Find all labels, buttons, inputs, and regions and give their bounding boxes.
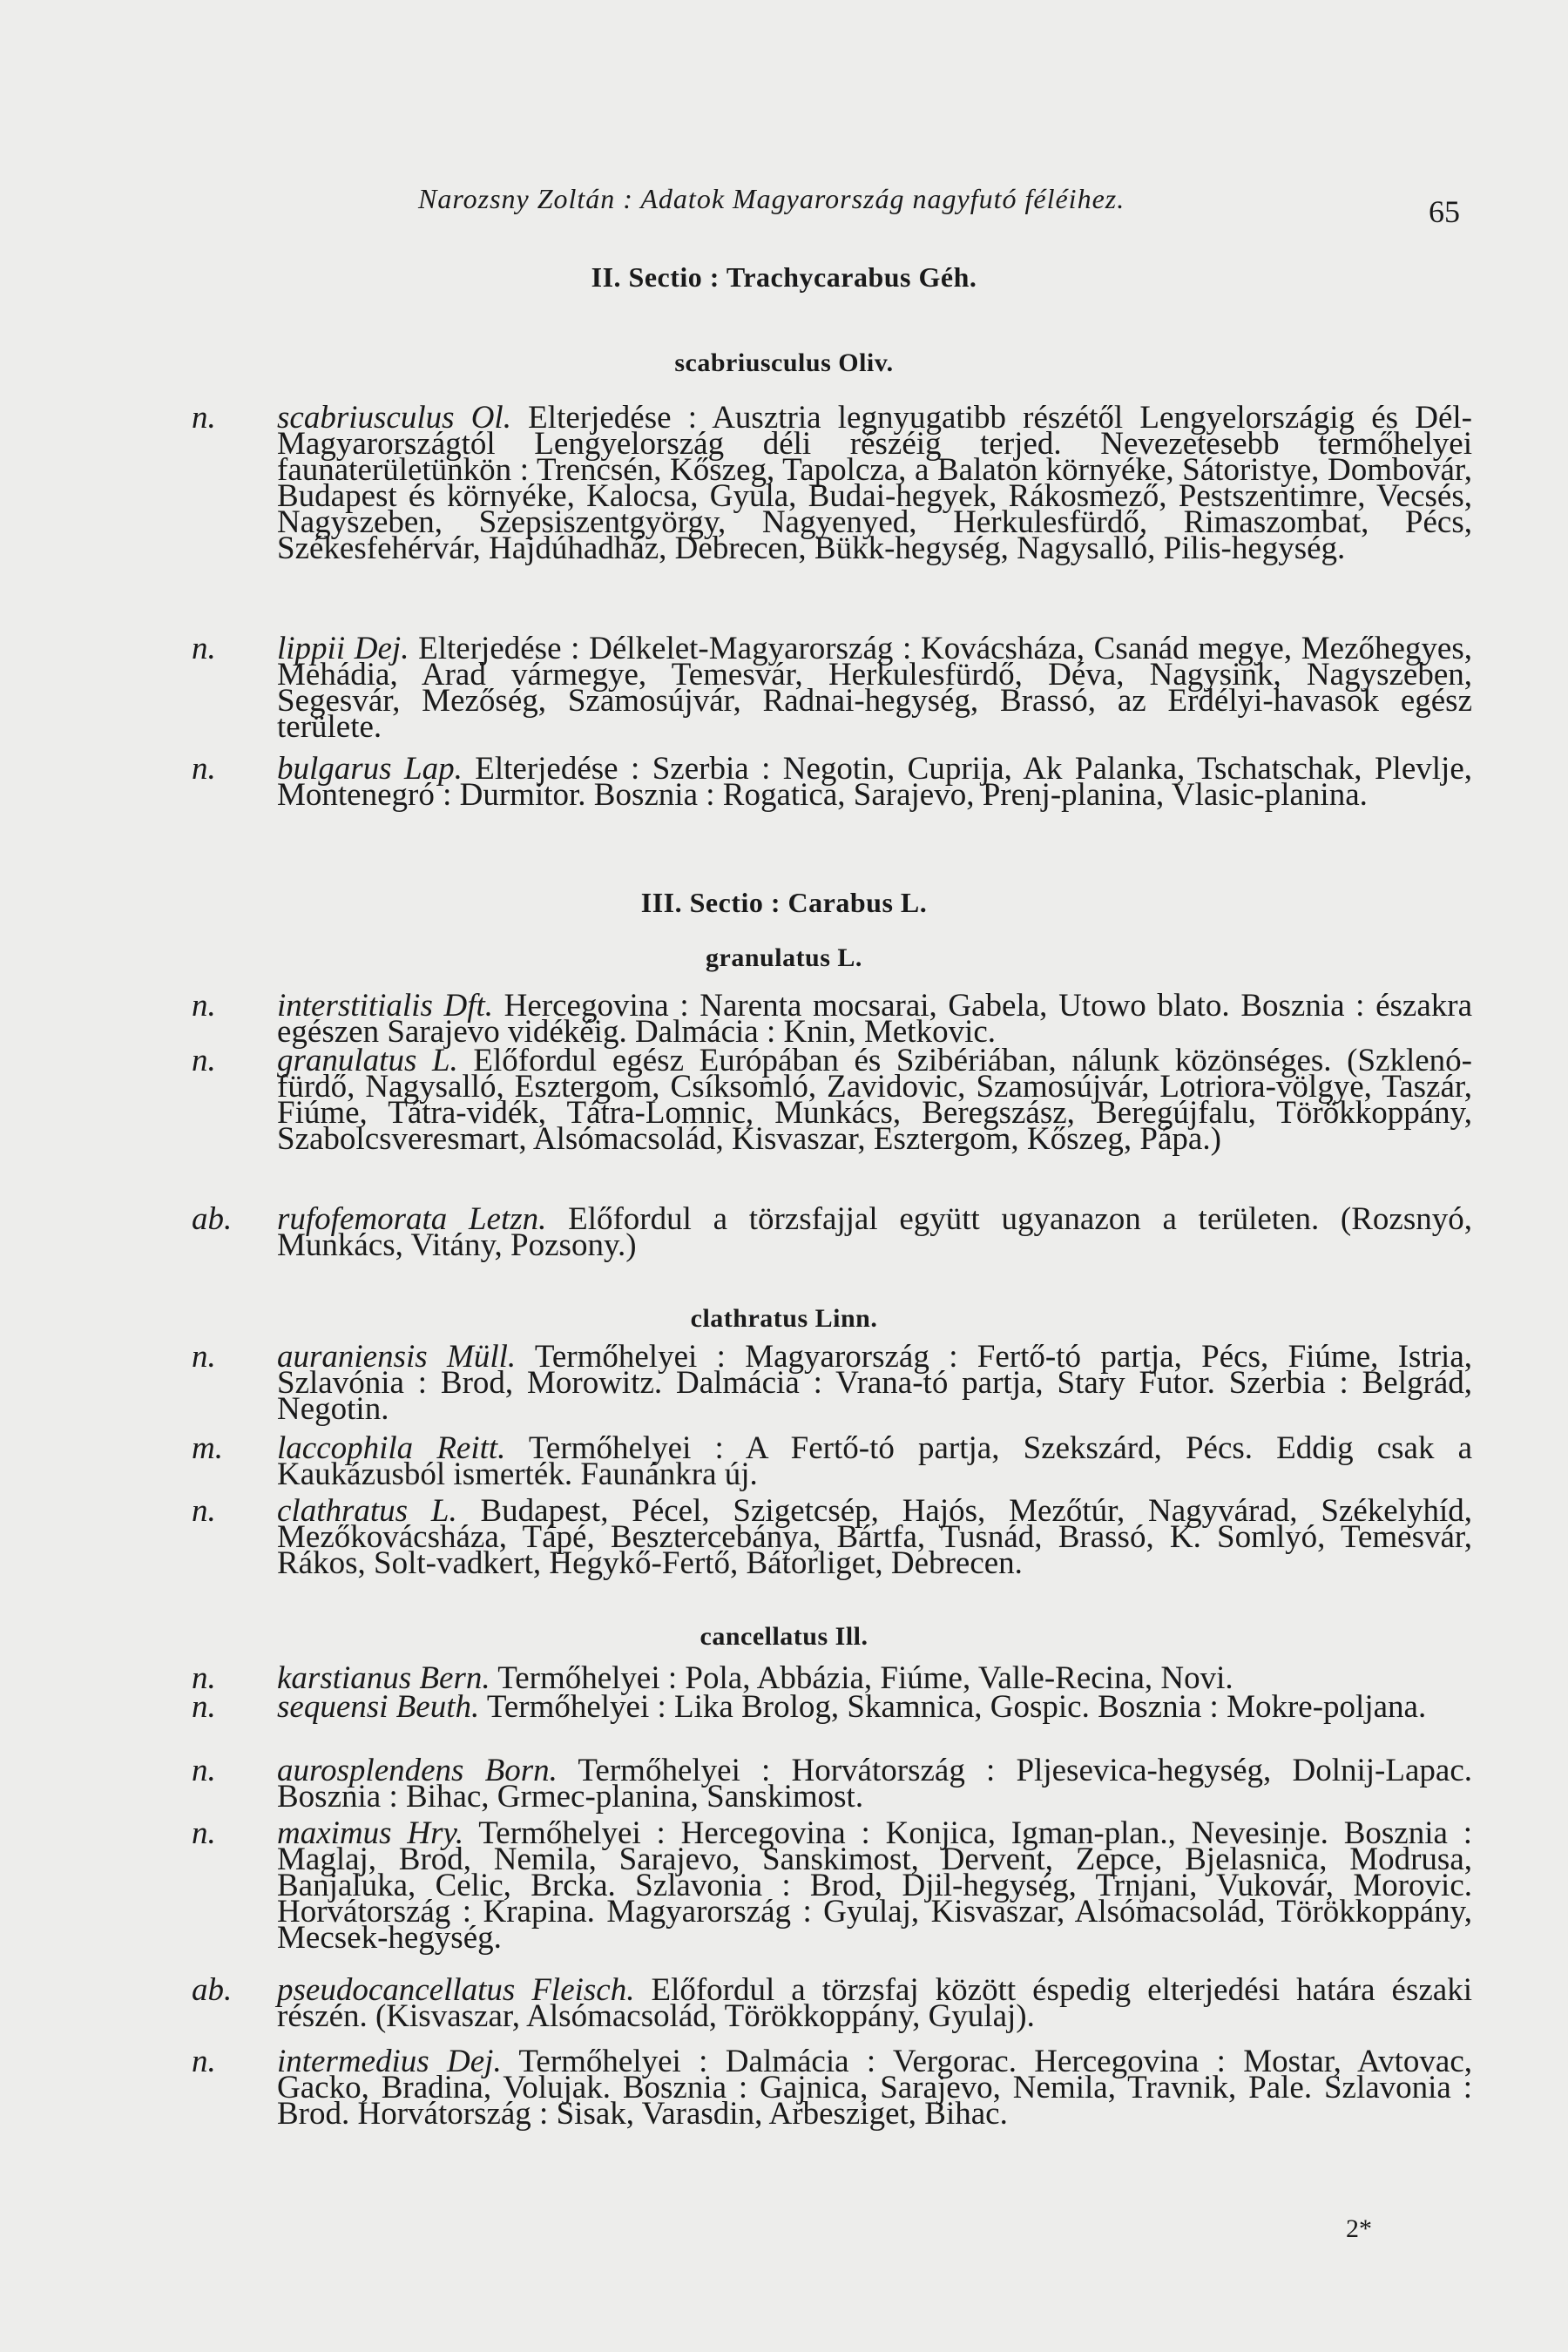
taxon-name: lippii Dej.: [277, 631, 409, 666]
entry-text: Elterjedése : Ausztria legnyugatibb részétől Lengyelországig és Dél-Magyarországtól Lengyelország déli részéig terjed. Nevezetesebb termőhelyei faunaterületünkön : Trencsén, Kőszeg, Tapolcza, a Balaton környéke, Sátoristye, Dombovár, Budapest és környéke, Kalocsa, Gyula, Budai-hegyek, Rákosmező, Pestszentimre, Vecsés, Nagyszeben, Szepsiszentgyörgy, Nagyenyed, Herkulesfürdő, Rimaszombat, Pécs, Székesfehérvár, Hajdúhadház, Debrecen, Bükk-hegység, Nagysalló, Pilis-hegység.: [277, 400, 1472, 566]
species-entry: [192, 1339, 1472, 1427]
taxon-name: sequensi Beuth.: [277, 1689, 480, 1725]
species-entry: [192, 1043, 1472, 1157]
taxon-name: laccophila Reitt.: [277, 1430, 506, 1466]
taxon-name: scabriusculus Ol.: [277, 400, 511, 436]
entry-text: Termőhelyei : Horvátország : Pljesevica-hegység, Dolnij-Lapac. Bosznia : Bihac, Grmec-planina, Sanskimost.: [277, 1753, 1472, 1815]
entry-rank-prefix: n.: [192, 1043, 216, 1078]
signature-mark: 2*: [1346, 2214, 1372, 2243]
entry-text: Elterjedése : Délkelet-Magyarország : Kovácsháza, Csanád megye, Mezőhegyes, Mehádia, Arad vármegye, Temesvár, Herkulesfürdő, Déva, Nagysink, Nagyszeben, Segesvár, Mezőség, Szamosújvár, Radnai-hegység, Brassó, az Erdélyi-havasok egész területe.: [277, 631, 1473, 745]
entry-text: Budapest, Pécel, Szigetcsép, Hajós, Mezőtúr, Nagyvárad, Székelyhíd, Mezőkovácsháza, Tápé, Besztercebánya, Bártfa, Tusnád, Brassó, K. Somlyó, Temesvár, Rákos, Solt-vadkert, Hegykő-Fertő, Bátorliget, Debrecen.: [277, 1493, 1473, 1581]
group-heading-cancellatus: cancellatus Ill.: [700, 1622, 868, 1651]
section-heading-carabus: III. Sectio : Carabus L.: [640, 887, 928, 918]
entry-rank-prefix: n.: [192, 1815, 216, 1851]
group-heading-clathratus: clathratus Linn.: [690, 1304, 878, 1333]
entry-text: Hercegovina : Narenta mocsarai, Gabela, Utowo blato. Bosznia : északra egészen Sarajevo vidékéig. Dalmácia : Knin, Metkovic.: [277, 988, 1472, 1050]
species-entry: [192, 1660, 1472, 1696]
taxon-name: rufofemorata Letzn.: [277, 1201, 547, 1237]
species-entry: [192, 1972, 1472, 2034]
entry-text: Termőhelyei : Hercegovina : Konjica, Igman-plan., Nevesinje. Bosznia : Maglaj, Brod, Nemila, Sarajevo, Sanskimost, Dervent, Zepce, Bjelasnica, Modrusa, Banjaluka, Celic, Brcka. Szlavonia : Brod, Djil-hegység, Trnjani, Vukovár, Morovic. Horvátország : Krapina. Magyarország : Gyulaj, Kisvaszar, Alsómacsolád, Törökkoppány, Mecsek-hegység.: [277, 1815, 1472, 1956]
species-entry: [192, 1493, 1473, 1581]
species-entry: [192, 631, 1473, 745]
taxon-name: maximus Hry.: [277, 1815, 464, 1851]
taxon-name: pseudocancellatus Fleisch.: [277, 1972, 635, 2008]
species-entry: [192, 751, 1472, 813]
entry-text: Termőhelyei : A Fertő-tó partja, Szekszárd, Pécs. Eddig csak a Kaukázusból ismerték. Faunánkra új.: [277, 1430, 1472, 1492]
section-heading-trachycarabus: II. Sectio : Trachycarabus Géh.: [591, 261, 977, 293]
entry-rank-prefix: ab.: [192, 1972, 233, 2008]
taxon-name: aurosplendens Born.: [277, 1753, 558, 1788]
entry-rank-prefix: ab.: [192, 1201, 233, 1237]
entry-text: Előfordul a törzsfaj között éspedig elterjedési határa északi részén. (Kisvaszar, Alsómacsolád, Törökkoppány, Gyulaj).: [277, 1972, 1472, 2034]
entry-text: Elterjedése : Szerbia : Negotin, Cuprija, Ak Palanka, Tschatschak, Plevlje, Montenegró : Durmitor. Bosznia : Rogatica, Sarajevo, Prenj-planina, Vlasic-planina.: [277, 751, 1472, 813]
taxon-name: clathratus L.: [277, 1493, 457, 1529]
species-entry: [192, 1753, 1472, 1815]
entry-rank-prefix: n.: [192, 1339, 216, 1375]
taxon-name: interstitialis Dft.: [277, 988, 494, 1024]
entry-text: Termőhelyei : Magyarország : Fertő-tó partja, Pécs, Fiúme, Istria, Szlavónia : Brod, Morowitz. Dalmácia : Vrana-tó partja, Stary Futor. Szerbia : Belgrád, Negotin.: [277, 1339, 1472, 1427]
species-entry: [192, 1815, 1472, 1956]
group-heading-granulatus: granulatus L.: [706, 943, 862, 972]
species-entry: [192, 1201, 1472, 1263]
species-entry: [192, 1430, 1472, 1492]
entry-text: Termőhelyei : Lika Brolog, Skamnica, Gospic. Bosznia : Mokre-poljana.: [479, 1689, 1427, 1725]
entry-rank-prefix: n.: [192, 2044, 216, 2079]
entry-text: Termőhelyei : Dalmácia : Vergorac. Hercegovina : Mostar, Avtovac, Gacko, Bradina, Volujak. Bosznia : Gajnica, Sarajevo, Nemila, Travnik, Pale. Szlavonia : Brod. Horvátország : Sisak, Varasdin, Arbesziget, Bihac.: [277, 2044, 1472, 2132]
taxon-name: granulatus L.: [277, 1043, 458, 1078]
taxon-name: intermedius Dej.: [277, 2044, 502, 2079]
entry-rank-prefix: n.: [192, 1493, 216, 1529]
entry-rank-prefix: n.: [192, 400, 216, 436]
taxon-name: auraniensis Müll.: [277, 1339, 517, 1375]
species-entry: [192, 1689, 1472, 1725]
taxon-name: bulgarus Lap.: [277, 751, 463, 787]
entry-rank-prefix: n.: [192, 988, 216, 1024]
species-entry: [192, 400, 1472, 566]
group-heading-scabriusculus: scabriusculus Oliv.: [674, 348, 894, 377]
entry-text: Előfordul a törzsfajjal együtt ugyanazon a területen. (Rozsnyó, Munkács, Vitány, Pozsony.): [277, 1201, 1472, 1263]
running-title: Narozsny Zoltán : Adatok Magyarország nagyfutó féléihez.: [418, 183, 1125, 214]
taxon-name: karstianus Bern.: [277, 1660, 490, 1696]
entry-rank-prefix: n.: [192, 1689, 216, 1725]
entry-rank-prefix: n.: [192, 1753, 216, 1788]
entry-rank-prefix: m.: [192, 1430, 223, 1466]
species-entry: [192, 988, 1472, 1050]
entry-text: Termőhelyei : Pola, Abbázia, Fiúme, Valle-Recina, Novi.: [490, 1660, 1233, 1696]
species-entry: [192, 2044, 1472, 2132]
entry-text: Előfordul egész Európában és Szibériában, nálunk közönséges. (Szklenó-fürdő, Nagysalló, Esztergom, Csíksomló, Zavidovic, Szamosújvár, Lotriora-völgye, Taszár, Fiúme, Tátra-vidék, Tátra-Lomnic, Munkács, Beregszász, Beregújfalu, Törökkoppány, Szabolcsveresmart, Alsómacsolád, Kisvaszar, Esztergom, Kőszeg, Pápa.): [277, 1043, 1472, 1157]
page-number: 65: [1429, 194, 1460, 229]
entry-rank-prefix: n.: [192, 1660, 216, 1696]
entry-rank-prefix: n.: [192, 631, 216, 666]
entry-rank-prefix: n.: [192, 751, 216, 787]
